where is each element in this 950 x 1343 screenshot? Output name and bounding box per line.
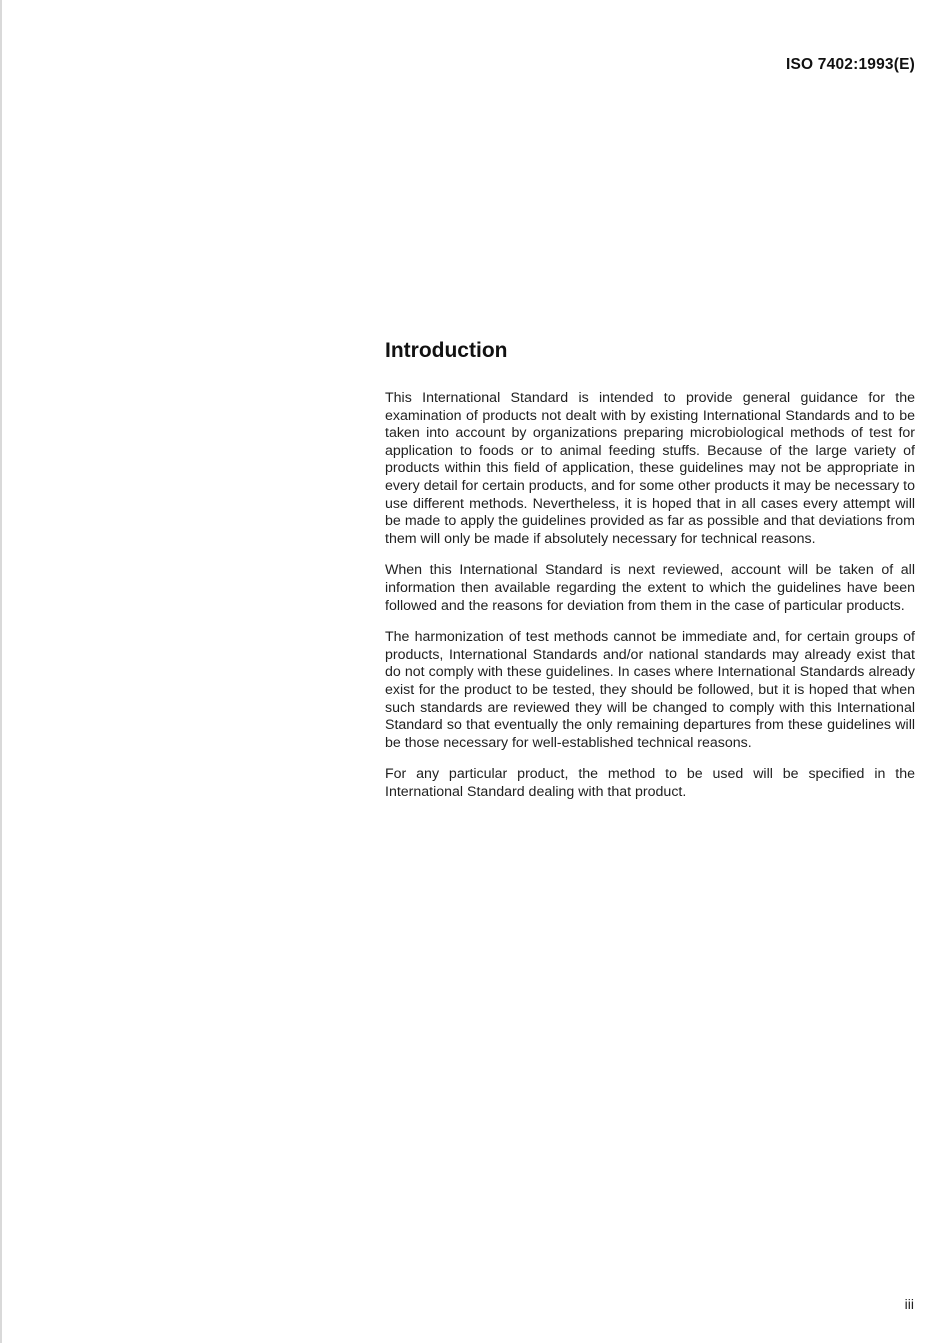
paragraph-1: This International Standard is intended to provide general guidance for the examination of products not dealt with by existing International Standards and to be taken into account by organizations preparing microbiological methods of test for application to foods or to animal feeding stuffs. Because of the large variety of products within this field of application, these guidelines may not be appropriate in every detail for certain products, and for some other products it may be necessary to use different methods. Nevertheless, it is hoped that in all cases every attempt will be made to apply the guidelines provided as far as possible and that deviations from them will only be made if absolutely necessary for technical reasons. [385,390,915,547]
document-id: ISO 7402:1993(E) [786,56,915,73]
page-edge [0,0,2,1343]
paragraph-4: For any particular product, the method to be used will be specified in the International Standard dealing with that product. [385,766,915,800]
section-title: Introduction [385,339,508,362]
paragraph-2: When this International Standard is next reviewed, account will be taken of all information then available regarding the extent to which the guidelines have been followed and the reasons for deviation from them in the case of particular products. [385,562,915,614]
paragraph-3: The harmonization of test methods cannot be immediate and, for certain groups of products, International Standards and/or national standards may already exist that do not comply with these guidelines. In cases where International Standards already exist for the product to be tested, they should be followed, but it is hoped that when such standards are reviewed they will be changed to comply with this International Standard so that eventually the only remaining departures from these guidelines will be those necessary for well-established technical reasons. [385,629,915,751]
introduction-section [385,336,915,815]
page-number: iii [904,1296,914,1312]
